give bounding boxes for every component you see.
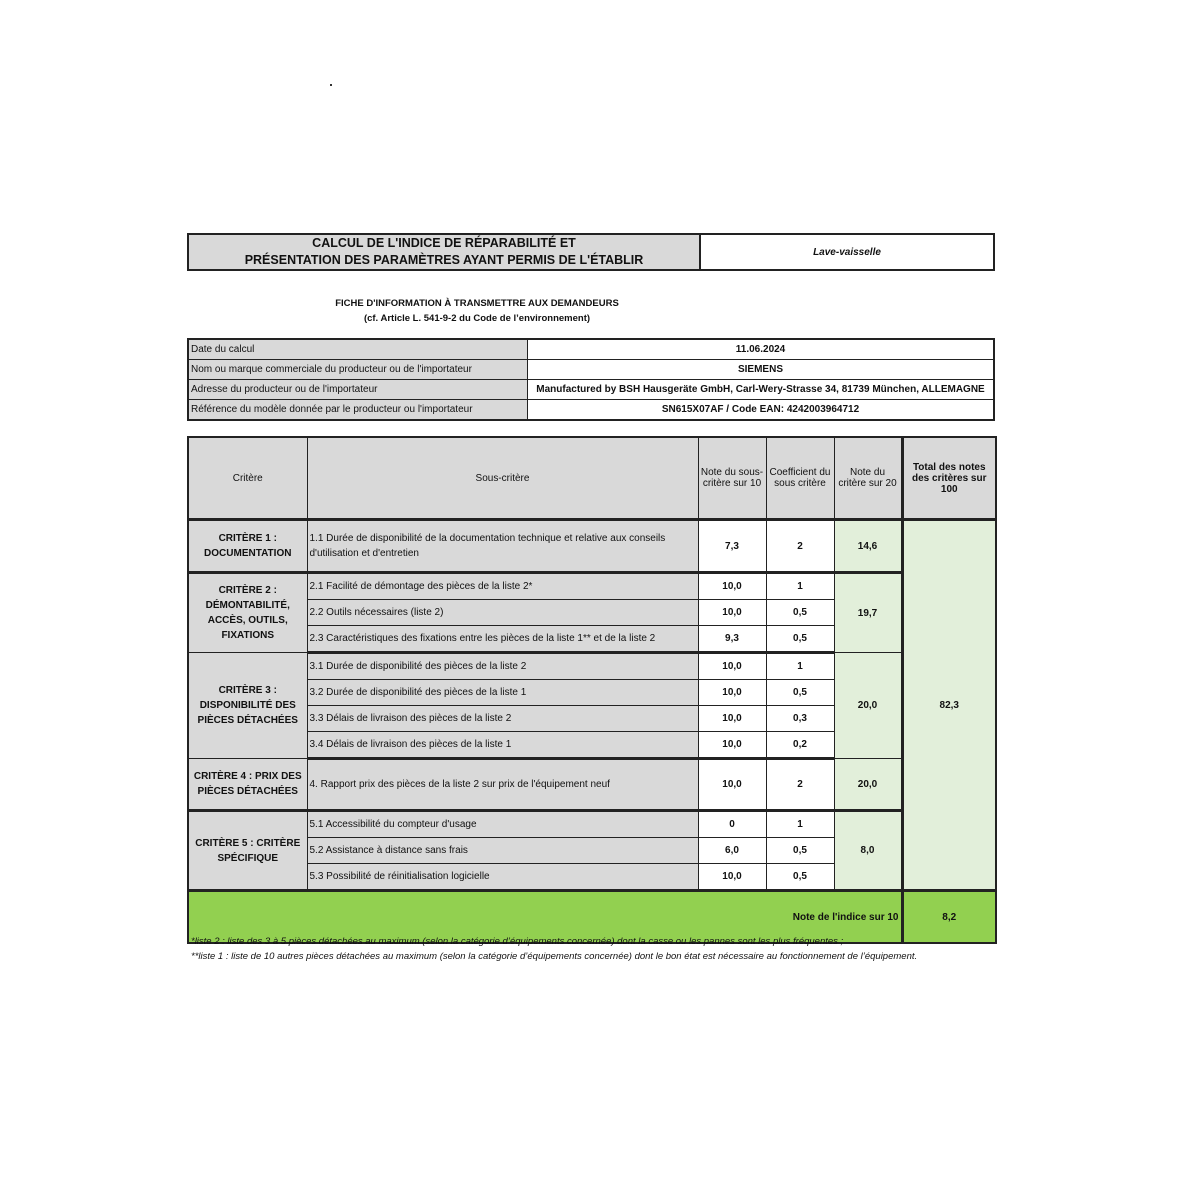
footnote-liste2: *liste 2 : liste des 3 à 5 pièces détachées au maximum (selon la catégorie d’équipements concernée) dont la casse ou les pannes sont les plus fréquentes ; xyxy=(191,936,844,947)
criterion-score: 14,6 xyxy=(834,520,902,573)
subcriterion-note: 9,3 xyxy=(698,626,766,653)
info-label: Date du calcul xyxy=(188,339,528,360)
col-header-note-sous: Note du sous-critère sur 10 xyxy=(698,437,766,520)
table-row xyxy=(188,759,996,811)
subcriterion-coef: 1 xyxy=(766,811,834,838)
final-score-label: Note de l'indice sur 10 xyxy=(188,891,902,944)
header-box xyxy=(187,233,995,271)
subcriterion-coef: 2 xyxy=(766,520,834,573)
subcriterion-note: 10,0 xyxy=(698,706,766,732)
table-row xyxy=(188,811,996,838)
fiche-heading xyxy=(187,296,767,326)
info-row xyxy=(188,360,994,380)
subcriterion-note: 10,0 xyxy=(698,600,766,626)
criterion-name: CRITÈRE 5 : CRITÈRE SPÉCIFIQUE xyxy=(188,811,307,891)
total-score: 82,3 xyxy=(902,520,996,891)
table-row xyxy=(188,520,996,573)
subcriterion-label: 3.4 Délais de livraison des pièces de la liste 1 xyxy=(307,732,698,759)
subcriterion-note: 10,0 xyxy=(698,864,766,891)
info-label: Adresse du producteur ou de l'importateur xyxy=(188,380,528,400)
criterion-name: CRITÈRE 3 : DISPONIBILITÉ DES PIÈCES DÉTACHÉES xyxy=(188,653,307,759)
subcriterion-note: 10,0 xyxy=(698,732,766,759)
criterion-name: CRITÈRE 2 : DÉMONTABILITÉ, ACCÈS, OUTILS, FIXATIONS xyxy=(188,573,307,653)
footnote-liste1: **liste 1 : liste de 10 autres pièces détachées au maximum (selon la catégorie d’équipements concernée) dont le bon état est nécessaire au fonctionnement de l’équipement. xyxy=(191,951,918,962)
product-type: Lave-vaisselle xyxy=(813,246,881,258)
subcriterion-note: 10,0 xyxy=(698,573,766,600)
subcriterion-note: 6,0 xyxy=(698,838,766,864)
subcriterion-label: 3.2 Durée de disponibilité des pièces de la liste 1 xyxy=(307,680,698,706)
info-label: Référence du modèle donnée par le producteur ou l'importateur xyxy=(188,400,528,421)
col-header-sous-critere: Sous-critère xyxy=(307,437,698,520)
header-title-line1: CALCUL DE L'INDICE DE RÉPARABILITÉ ET xyxy=(312,236,576,250)
subcriterion-coef: 0,2 xyxy=(766,732,834,759)
criterion-score: 8,0 xyxy=(834,811,902,891)
subcriterion-coef: 2 xyxy=(766,759,834,811)
info-value: Manufactured by BSH Hausgeräte GmbH, Carl-Wery-Strasse 34, 81739 München, ALLEMAGNE xyxy=(528,380,995,400)
subcriterion-coef: 0,5 xyxy=(766,680,834,706)
col-header-coef: Coefficient du sous critère xyxy=(766,437,834,520)
col-header-note-crit: Note du critère sur 20 xyxy=(834,437,902,520)
subcriterion-label: 4. Rapport prix des pièces de la liste 2 sur prix de l'équipement neuf xyxy=(307,759,698,811)
subcriterion-coef: 0,3 xyxy=(766,706,834,732)
info-value: SN615X07AF / Code EAN: 4242003964712 xyxy=(528,400,995,421)
subcriterion-coef: 0,5 xyxy=(766,864,834,891)
info-row xyxy=(188,400,994,421)
table-row xyxy=(188,653,996,680)
subcriterion-coef: 1 xyxy=(766,573,834,600)
subcriterion-coef: 0,5 xyxy=(766,838,834,864)
subcriterion-label: 2.2 Outils nécessaires (liste 2) xyxy=(307,600,698,626)
criterion-name: CRITÈRE 4 : PRIX DES PIÈCES DÉTACHÉES xyxy=(188,759,307,811)
stray-dot xyxy=(330,84,332,86)
subcriterion-label: 5.3 Possibilité de réinitialisation logicielle xyxy=(307,864,698,891)
subcriterion-note: 10,0 xyxy=(698,759,766,811)
header-title xyxy=(189,235,701,269)
final-score-value: 8,2 xyxy=(902,891,996,944)
score-table xyxy=(187,436,997,944)
subcriterion-label: 3.3 Délais de livraison des pièces de la liste 2 xyxy=(307,706,698,732)
subcriterion-coef: 0,5 xyxy=(766,626,834,653)
info-row xyxy=(188,339,994,360)
subcriterion-label: 5.2 Assistance à distance sans frais xyxy=(307,838,698,864)
subcriterion-note: 7,3 xyxy=(698,520,766,573)
subcriterion-note: 10,0 xyxy=(698,680,766,706)
header-title-line2: PRÉSENTATION DES PARAMÈTRES AYANT PERMIS DE L'ÉTABLIR xyxy=(244,253,644,267)
subcriterion-coef: 0,5 xyxy=(766,600,834,626)
subcriterion-note: 0 xyxy=(698,811,766,838)
subcriterion-coef: 1 xyxy=(766,653,834,680)
table-row xyxy=(188,573,996,600)
col-header-critere: Critère xyxy=(188,437,307,520)
subcriterion-label: 2.1 Facilité de démontage des pièces de la liste 2* xyxy=(307,573,698,600)
subcriterion-label: 3.1 Durée de disponibilité des pièces de la liste 2 xyxy=(307,653,698,680)
subcriterion-label: 5.1 Accessibilité du compteur d'usage xyxy=(307,811,698,838)
table-header-row xyxy=(188,437,996,520)
col-header-total: Total des notes des critères sur 100 xyxy=(902,437,996,520)
criterion-score: 20,0 xyxy=(834,759,902,811)
subcriterion-label: 1.1 Durée de disponibilité de la documentation technique et relative aux conseils d'utilisation et d'entretien xyxy=(307,520,698,573)
info-row xyxy=(188,380,994,400)
info-label: Nom ou marque commerciale du producteur ou de l'importateur xyxy=(188,360,528,380)
subcriterion-note: 10,0 xyxy=(698,653,766,680)
subcriterion-label: 2.3 Caractéristiques des fixations entre les pièces de la liste 1** et de la liste 2 xyxy=(307,626,698,653)
info-value: 11.06.2024 xyxy=(528,339,995,360)
criterion-score: 20,0 xyxy=(834,653,902,759)
criterion-score: 19,7 xyxy=(834,573,902,653)
criterion-name: CRITÈRE 1 : DOCUMENTATION xyxy=(188,520,307,573)
info-value: SIEMENS xyxy=(528,360,995,380)
fiche-line1: FICHE D'INFORMATION À TRANSMETTRE AUX DEMANDEURS xyxy=(335,298,619,309)
fiche-line2: (cf. Article L. 541-9-2 du Code de l’environnement) xyxy=(363,313,591,324)
info-table xyxy=(187,338,995,421)
